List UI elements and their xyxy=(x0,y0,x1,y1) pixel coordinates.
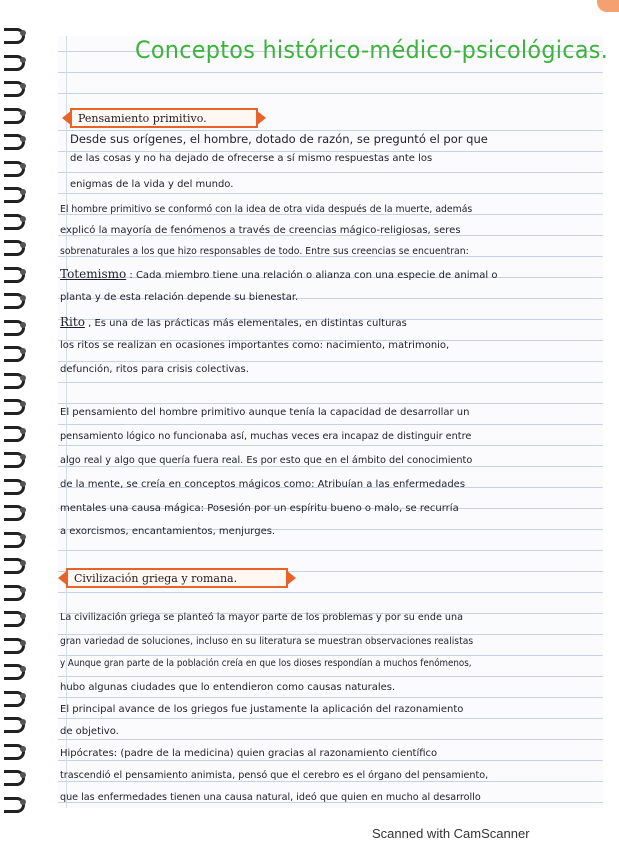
heading-flag-right xyxy=(256,110,266,126)
text-line: y Aunque gran parte de la población creía en que los dioses respondían a muchos fenómenos, xyxy=(60,658,472,669)
spiral-ring xyxy=(0,797,26,811)
text-line: El pensamiento del hombre primitivo aunque tenía la capacidad de desarrollar un xyxy=(60,407,470,418)
term-line-rito: Rito , Es una de las prácticas más elementales, en distintas culturas xyxy=(60,315,407,329)
text-line: mentales una causa mágica: Posesión por un espíritu bueno o malo, se recurría xyxy=(60,503,459,514)
spiral-ring xyxy=(0,187,26,201)
spiral-ring xyxy=(0,373,26,387)
text-line: de objetivo. xyxy=(60,726,119,737)
section-heading-text: Civilización griega y romana. xyxy=(74,571,238,585)
text-line: pensamiento lógico no funcionaba así, muchas veces era incapaz de distinguir entre xyxy=(60,431,472,442)
text-line: planta y de esta relación depende su bienestar. xyxy=(60,292,299,303)
spiral-ring xyxy=(0,81,26,95)
spiral-ring xyxy=(0,108,26,122)
term-rito: Rito xyxy=(60,315,85,329)
text-line: Hipócrates: (padre de la medicina) quien gracias al razonamiento científico xyxy=(60,748,438,759)
text-line: La civilización griega se planteó la mayor parte de los problemas y por su ende una xyxy=(60,612,463,623)
text-line: gran variedad de soluciones, incluso en su literatura se muestran observaciones realistas xyxy=(60,636,474,647)
spiral-ring xyxy=(0,611,26,625)
text-line: que las enfermedades tienen una causa natural, ideó que quien en mucho al desarrollo xyxy=(60,792,481,803)
text-line: explicó la mayoría de fenómenos a través de creencias mágico-religiosas, seres xyxy=(60,225,461,236)
text-line: defunción, ritos para crisis colectivas. xyxy=(60,364,249,375)
text-line: de las cosas y no ha dejado de ofrecerse a sí mismo respuestas ante los xyxy=(70,153,433,164)
text-line: los ritos se realizan en ocasiones importantes como: nacimiento, matrimonio, xyxy=(60,340,450,351)
spiral-ring xyxy=(0,505,26,519)
text-line: sobrenaturales a los que hizo responsables de todo. Entre sus creencias se encuentran: xyxy=(60,246,469,257)
spiral-ring xyxy=(0,320,26,334)
text-line: El hombre primitivo se conformó con la idea de otra vida después de la muerte, además xyxy=(60,204,473,215)
spiral-ring xyxy=(0,585,26,599)
spiral-ring xyxy=(0,744,26,758)
text-line: algo real y algo que quería fuera real. Es por esto que en el ámbito del conocimiento xyxy=(60,455,473,466)
term-rito-definition: Es una de las prácticas más elementales, en distintas culturas xyxy=(94,318,407,329)
spiral-ring xyxy=(0,479,26,493)
spiral-ring xyxy=(0,214,26,228)
spiral-ring xyxy=(0,452,26,466)
spiral-ring xyxy=(0,664,26,678)
text-line: enigmas de la vida y del mundo. xyxy=(70,179,234,190)
spiral-ring xyxy=(0,240,26,254)
text-line: Desde sus orígenes, el hombre, dotado de razón, se preguntó el por que xyxy=(70,132,488,146)
term-totemismo: Totemismo xyxy=(60,267,127,281)
spiral-ring xyxy=(0,638,26,652)
heading-flag-left xyxy=(58,570,68,586)
scanner-watermark: Scanned with CamScanner xyxy=(372,826,530,841)
term-line-totemismo: Totemismo : Cada miembro tiene una relación o alianza con una especie de animal o xyxy=(60,267,498,281)
spiral-ring xyxy=(0,399,26,413)
section-heading-pensamiento xyxy=(70,108,258,128)
section-heading-text: Pensamiento primitivo. xyxy=(78,111,207,125)
text-line: de la mente, se creía en conceptos mágicos como: Atribuían a las enfermedades xyxy=(60,479,466,490)
spiral-ring xyxy=(0,532,26,546)
spiral-ring xyxy=(0,55,26,69)
spiral-ring xyxy=(0,346,26,360)
heading-flag-left xyxy=(62,110,72,126)
spiral-ring xyxy=(0,161,26,175)
term-totemismo-definition: Cada miembro tiene una relación o alianza con una especie de animal o xyxy=(135,270,498,281)
text-line: hubo algunas ciudades que lo entendieron como causas naturales. xyxy=(60,682,396,693)
page-corner xyxy=(597,0,619,12)
spiral-ring xyxy=(0,426,26,440)
page-title: Conceptos histórico-médico-psicológicas. xyxy=(135,36,609,64)
spiral-ring xyxy=(0,691,26,705)
spiral-ring xyxy=(0,558,26,572)
spiral-ring xyxy=(0,267,26,281)
spiral-ring xyxy=(0,770,26,784)
text-line: trascendió el pensamiento animista, pensó que el cerebro es el órgano del pensamiento, xyxy=(60,770,489,781)
spiral-ring xyxy=(0,134,26,148)
text-line: El principal avance de los griegos fue justamente la aplicación del razonamiento xyxy=(60,704,464,715)
spiral-ring xyxy=(0,293,26,307)
text-line: a exorcismos, encantamientos, menjurges. xyxy=(60,526,276,537)
spiral-ring xyxy=(0,28,26,42)
spiral-ring xyxy=(0,717,26,731)
section-heading-civilizacion xyxy=(66,568,288,588)
heading-flag-right xyxy=(286,570,296,586)
